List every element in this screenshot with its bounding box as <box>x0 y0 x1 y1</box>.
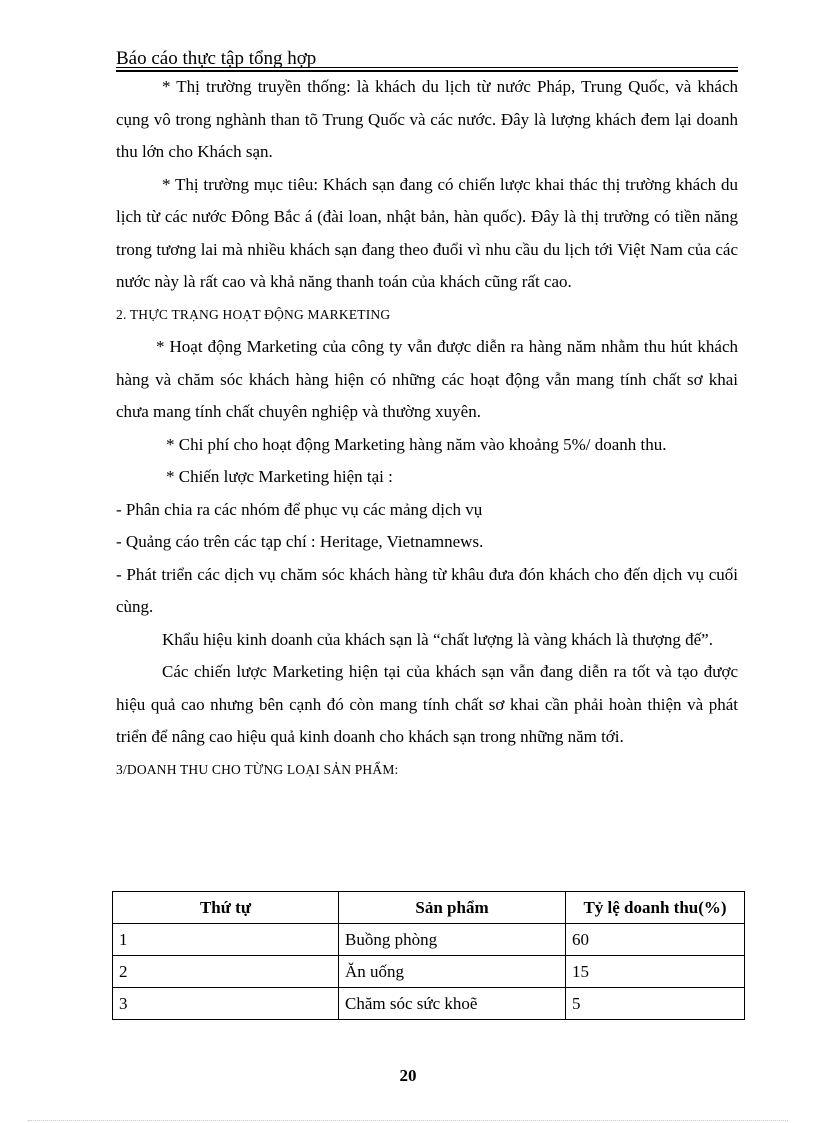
table-row <box>113 956 745 988</box>
list-item: - Phát triển các dịch vụ chăm sóc khách hàng từ khâu đưa đón khách cho đến dịch vụ cuối cùng. <box>116 564 738 616</box>
table-cell: Chăm sóc sức khoẽ <box>339 988 566 1020</box>
section-heading-marketing: 2. THỰC TRẠNG HOẠT ĐỘNG MARKETING <box>116 306 391 322</box>
table-cell: 1 <box>113 924 339 956</box>
table-cell: 60 <box>566 924 745 956</box>
table-cell: 15 <box>566 956 745 988</box>
paragraph-target-market: * Thị trường mục tiêu: Khách sạn đang có chiến lược khai thác thị trường khách du lịch từ các nước Đông Bắc á (đài loan, nhật bản, hàn quốc). Đây là thị trường có tiền năng trong tương lai mà nhiều khách sạn đang theo đuổi vì nhu cầu du lịch tới Việt Nam của các nước này là rất cao và khả năng thanh toán của khách cũng rất cao. <box>116 174 738 291</box>
table-row <box>113 988 745 1020</box>
header-rule-thin <box>116 67 738 68</box>
column-header-revenue-share: Tỷ lệ doanh thu(%) <box>566 892 745 924</box>
page-header-title: Báo cáo thực tập tổng hợp <box>116 48 317 69</box>
list-item: - Phân chia ra các nhóm để phục vụ các mảng dịch vụ <box>116 499 483 519</box>
table-header-row <box>113 892 745 924</box>
table-cell: 5 <box>566 988 745 1020</box>
column-header-product: Sản phẩm <box>339 892 566 924</box>
paragraph-slogan: Khẩu hiệu kinh doanh của khách sạn là “chất lượng là vàng khách là thượng đế”. <box>162 629 713 649</box>
paragraph-strategy-summary: Các chiến lược Marketing hiện tại của khách sạn vẫn đang diễn ra tốt và tạo được hiệu quả cao nhưng bên cạnh đó còn mang tính chất sơ khai cần phải hoàn thiện và phát triển để nâng cao hiệu quả kinh doanh cho khách sạn trong những năm tới. <box>116 662 738 746</box>
table-cell: Buồng phòng <box>339 924 566 956</box>
page-number: 20 <box>399 1066 417 1085</box>
paragraph-marketing-activity: * Hoạt động Marketing của công ty vẫn được diễn ra hàng năm nhằm thu hút khách hàng và chăm sóc khách hàng hiện có những các hoạt động vẫn mang tính chất sơ khai chưa mang tính chất chuyên nghiệp và thường xuyên. <box>116 337 738 421</box>
table-row <box>113 924 745 956</box>
paragraph-marketing-strategy: * Chiến lược Marketing hiện tại : <box>166 467 393 486</box>
table-cell: Ăn uống <box>339 956 566 988</box>
paragraph-traditional-market: * Thị trường truyền thống: là khách du lịch từ nước Pháp, Trung Quốc, và khách cụng vô trong nghành than tõ Trung Quốc và các nước. Đây là lượng khách đem lại doanh thu lớn cho Khách sạn. <box>116 77 738 161</box>
paragraph-marketing-cost: * Chi phí cho hoạt động Marketing hàng năm vào khoảng 5%/ doanh thu. <box>166 434 667 454</box>
table-cell: 3 <box>113 988 339 1020</box>
page-bottom-divider <box>28 1120 788 1121</box>
column-header-order: Thứ tự <box>113 892 339 924</box>
section-heading-revenue: 3/DOANH THU CHO TỪNG LOẠI SẢN PHẨM: <box>116 761 399 777</box>
revenue-table <box>112 891 745 1020</box>
table-cell: 2 <box>113 956 339 988</box>
document-body <box>116 71 738 786</box>
list-item: - Quảng cáo trên các tạp chí : Heritage, Vietnamnews. <box>116 532 484 551</box>
